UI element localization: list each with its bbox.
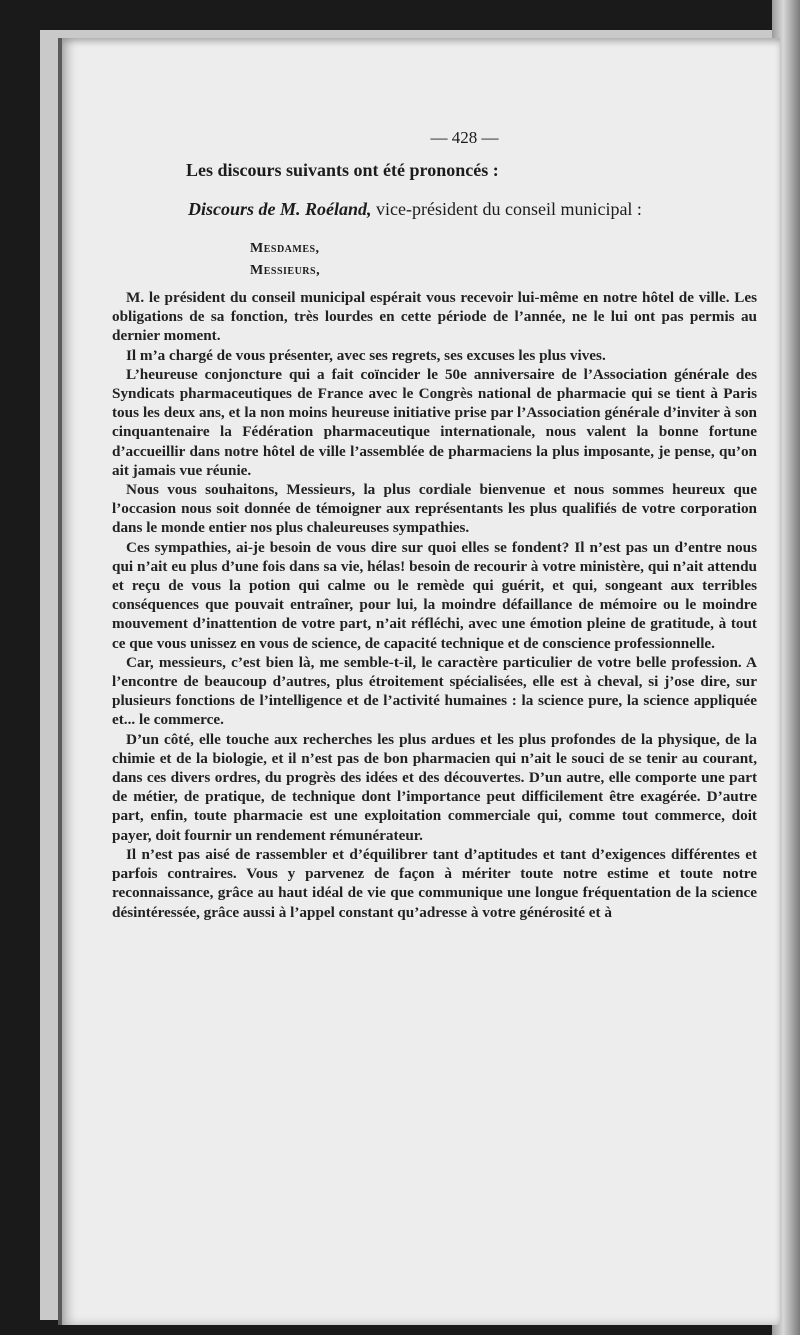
paragraph: Il m’a chargé de vous présenter, avec ses regrets, ses excuses les plus vives. — [126, 346, 606, 364]
speech-body — [112, 288, 757, 922]
salutation-messieurs: Messieurs, — [250, 263, 321, 278]
page-content — [112, 128, 757, 922]
paragraph: Nous vous souhaitons, Messieurs, la plus cordiale bienvenue et nous sommes heureux que l’occasion nous soit donnée de témoigner aux représentants les plus qualifiés de votre corporation dans le monde entier nos plus chaleureuses sympathies. — [112, 481, 757, 537]
paragraph: M. le président du conseil municipal espérait vous recevoir lui-même en notre hôtel de ville. Les obligations de sa fonction, très lourdes en cette période de l’année, ne le lui ont pas permis au dernier moment. — [112, 289, 757, 345]
page-number: — 428 — — [430, 128, 499, 147]
paragraph: D’un côté, elle touche aux recherches les plus ardues et les plus profondes de la physique, de la chimie et de la biologie, et il n’est pas de bon pharmacien qui n’ait le souci de se tenir au courant, dans ces divers ordres, du progrès des idées et des découvertes. D’un autre, elle comporte une part de métier, de pratique, de technique dont l’importance peut difficilement être exagérée. D’autre part, enfin, toute pharmacie est une exploitation commerciale qui, comme tout commerce, doit payer, doit fournir un rendement rémunérateur. — [112, 730, 757, 844]
speech-role: vice-président du conseil municipal : — [371, 199, 642, 219]
paragraph: L’heureuse conjoncture qui a fait coïncider le 50e anniversaire de l’Association générale des Syndicats pharmaceutiques de France avec le Congrès national de pharmacie qui se tient à Paris tous les deux ans, et la non moins heureuse initiative prise par l’Association générale d’inviter à son cinquantenaire la Fédération pharmaceutique internationale, nous valent la bonne fortune d’accueillir dans notre hôtel de ville l’assemblée de pharmaciens la plus imposante, je pense, qu’on ait jamais vue réunie. — [112, 365, 757, 479]
paragraph: Car, messieurs, c’est bien là, me semble-t-il, le caractère particulier de votre belle profession. A l’encontre de beaucoup d’autres, plus étroitement spécialisées, elle est à cheval, si j’ose dire, sur plusieurs fonctions de l’intelligence et de l’activité humaines : la science pure, la science appliquée et... le commerce. — [112, 653, 757, 729]
paragraph: Il n’est pas aisé de rassembler et d’équilibrer tant d’aptitudes et tant d’exigences différentes et parfois contraires. Vous y parvenez de façon à mériter toute notre estime et toute notre reconnaissance, grâce au haut idéal de vie que communique une longue fréquentation de la science désintéressée, grâce aussi à l’appel constant qu’adresse à votre générosité et à — [112, 845, 757, 921]
speech-heading — [188, 199, 757, 220]
paragraph: Ces sympathies, ai-je besoin de vous dire sur quoi elles se fondent? Il n’est pas un d’entre nous qui n’ait eu plus d’une fois dans sa vie, hélas! besoin de recourir à votre ministère, qui n’ait attendu et reçu de vous la potion qui calme ou le remède qui guérit, et qui, songeant aux terribles conséquences que pouvait entraîner, pour lui, la moindre défaillance de mémoire ou le moindre mouvement d’inattention de votre part, n’ait réfléchi, avec une émotion pleine de gratitude, à tout ce que vous unissez en vous de science, de capacité technique et de conscience professionnelle. — [112, 538, 757, 652]
intro-line: Les discours suivants ont été prononcés : — [186, 160, 499, 180]
speech-speaker: Discours de M. Roéland, — [188, 199, 372, 219]
salutation-mesdames: Mesdames, — [250, 241, 320, 256]
